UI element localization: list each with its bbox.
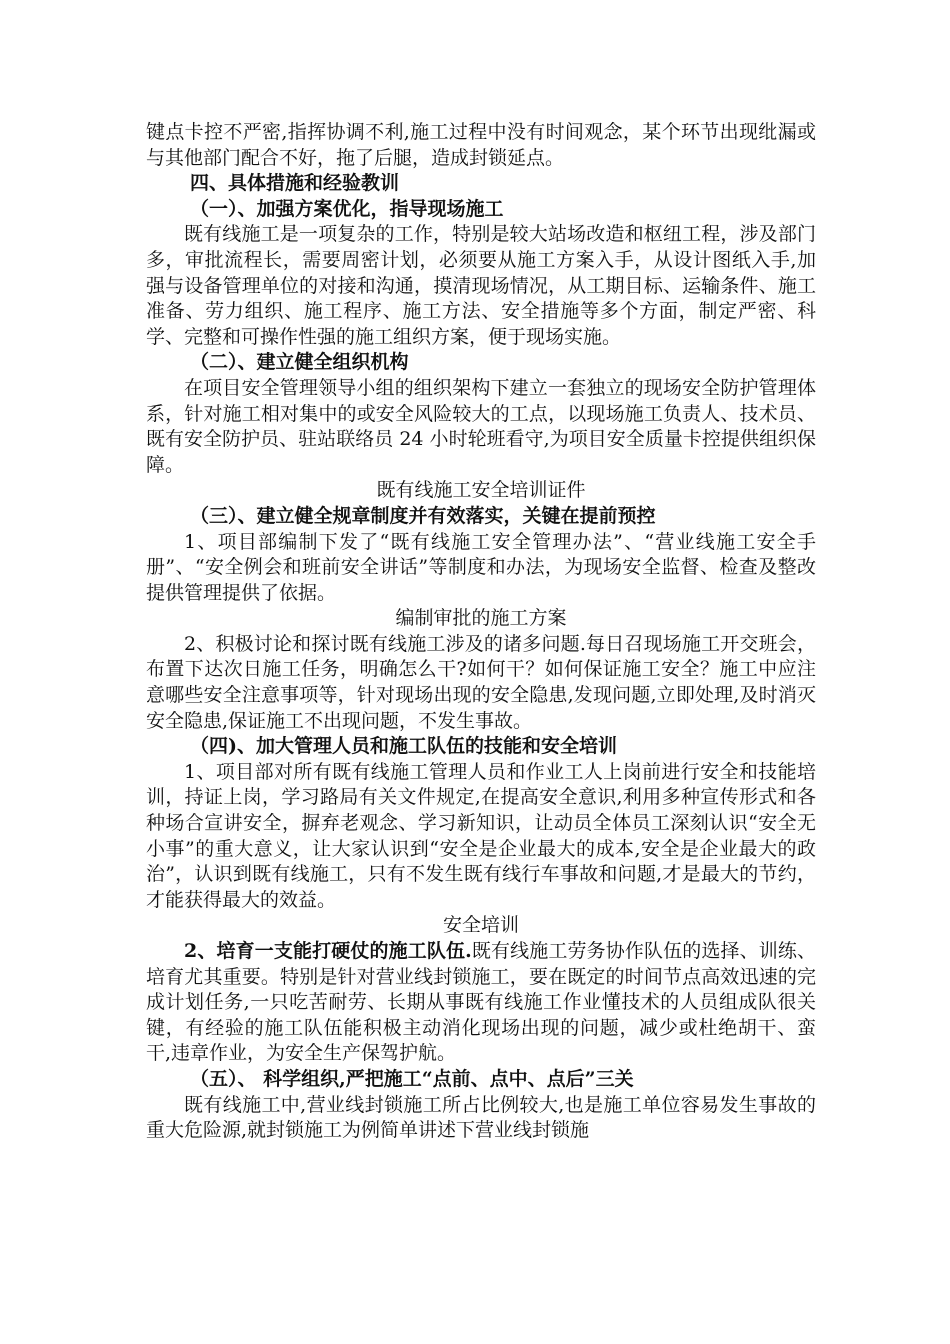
paragraph-sub2: 在项目安全管理领导小组的组织架构下建立一套独立的现场安全防护管理体系，针对施工相对集中的或安全风险较大的工点，以现场施工负责人、技术员、既有安全防护员、驻站联络员 24 小时轮班看守,为项目安全质量卡控提供组织保障。: [146, 376, 816, 476]
paragraph-sub3-2: 2、积极讨论和探讨既有线施工涉及的诸多问题.每日召现场施工开交班会，布置下达次日施工任务，明确怎么干?如何干？如何保证施工安全？施工中应注意哪些安全注意事项等，针对现场出现的安全隐患,发现问题,立即处理,及时消灭安全隐患,保证施工不出现问题，不发生事故。: [146, 632, 816, 732]
paragraph-intro: 键点卡控不严密,指挥协调不利,施工过程中没有时间观念，某个环节出现纰漏或与其他部门配合不好，拖了后腿，造成封锁延点。: [146, 121, 816, 169]
paragraph-sub4-2-body: 既有线施工劳务协作队伍的选择、训练、培育尤其重要。特别是针对营业线封锁施工，要在既定的时间节点高效迅速的完成计划任务,一只吃苦耐劳、长期从事既有线施工作业懂技术的人员组成队很关键，有经验的施工队伍能积极主动消化现场出现的问题，减少或杜绝胡干、蛮干,违章作业，为安全生产保驾护航。: [146, 940, 816, 1065]
subsection-heading-3: （三）、建立健全规章制度并有效落实，关键在提前预控: [190, 504, 656, 527]
subsection-heading-1: （一）、加强方案优化，指导现场施工: [190, 197, 504, 220]
document-page: [146, 120, 816, 1144]
figure-caption-2: 编制审批的施工方案: [395, 607, 567, 630]
paragraph-sub3-1: 1、项目部编制下发了“既有线施工安全管理办法”、“营业线施工安全手册”、“安全例会和班前安全讲话”等制度和办法，为现场安全监督、检查及整改提供管理提供了依据。: [146, 530, 816, 604]
paragraph-sub4-2: [146, 939, 816, 1067]
subsection-heading-5: （五）、 科学组织,严把施工“点前、点中、点后”三关: [190, 1067, 634, 1090]
paragraph-sub4-2-lead: 2、培育一支能打硬仗的施工队伍.: [184, 940, 472, 962]
figure-caption-1: 既有线施工安全培训证件: [376, 479, 586, 502]
paragraph-sub1: 既有线施工是一项复杂的工作，特别是较大站场改造和枢纽工程，涉及部门多，审批流程长，需要周密计划，必须要从施工方案入手，从设计图纸入手,加强与设备管理单位的对接和沟通，摸清现场情况，从工期目标、运输条件、施工准备、劳力组织、施工程序、施工方法、安全措施等多个方面，制定严密、科学、完整和可操作性强的施工组织方案，便于现场实施。: [146, 223, 816, 348]
paragraph-sub5: 既有线施工中,营业线封锁施工所占比例较大,也是施工单位容易发生事故的重大危险源,就封锁施工为例简单讲述下营业线封锁施: [146, 1093, 816, 1142]
section-heading-4: 四、具体措施和经验教训: [190, 172, 400, 195]
subsection-heading-4: （四)、加大管理人员和施工队伍的技能和安全培训: [190, 735, 617, 758]
figure-caption-3: 安全培训: [442, 914, 519, 937]
subsection-heading-2: （二）、建立健全组织机构: [190, 351, 409, 374]
paragraph-sub4-1: 1、项目部对所有既有线施工管理人员和作业工人上岗前进行安全和技能培训，持证上岗，学习路局有关文件规定,在提高安全意识,利用多种宣传形式和各种场合宣讲安全，摒弃老观念、学习新知识，让动员全体员工深刻认识“安全无小事”的重大意义，让大家认识到“安全是企业最大的成本,安全是企业最大的政治”，认识到既有线施工，只有不发生既有线行车事故和问题,才是最大的节约，才能获得最大的效益。: [146, 760, 816, 911]
